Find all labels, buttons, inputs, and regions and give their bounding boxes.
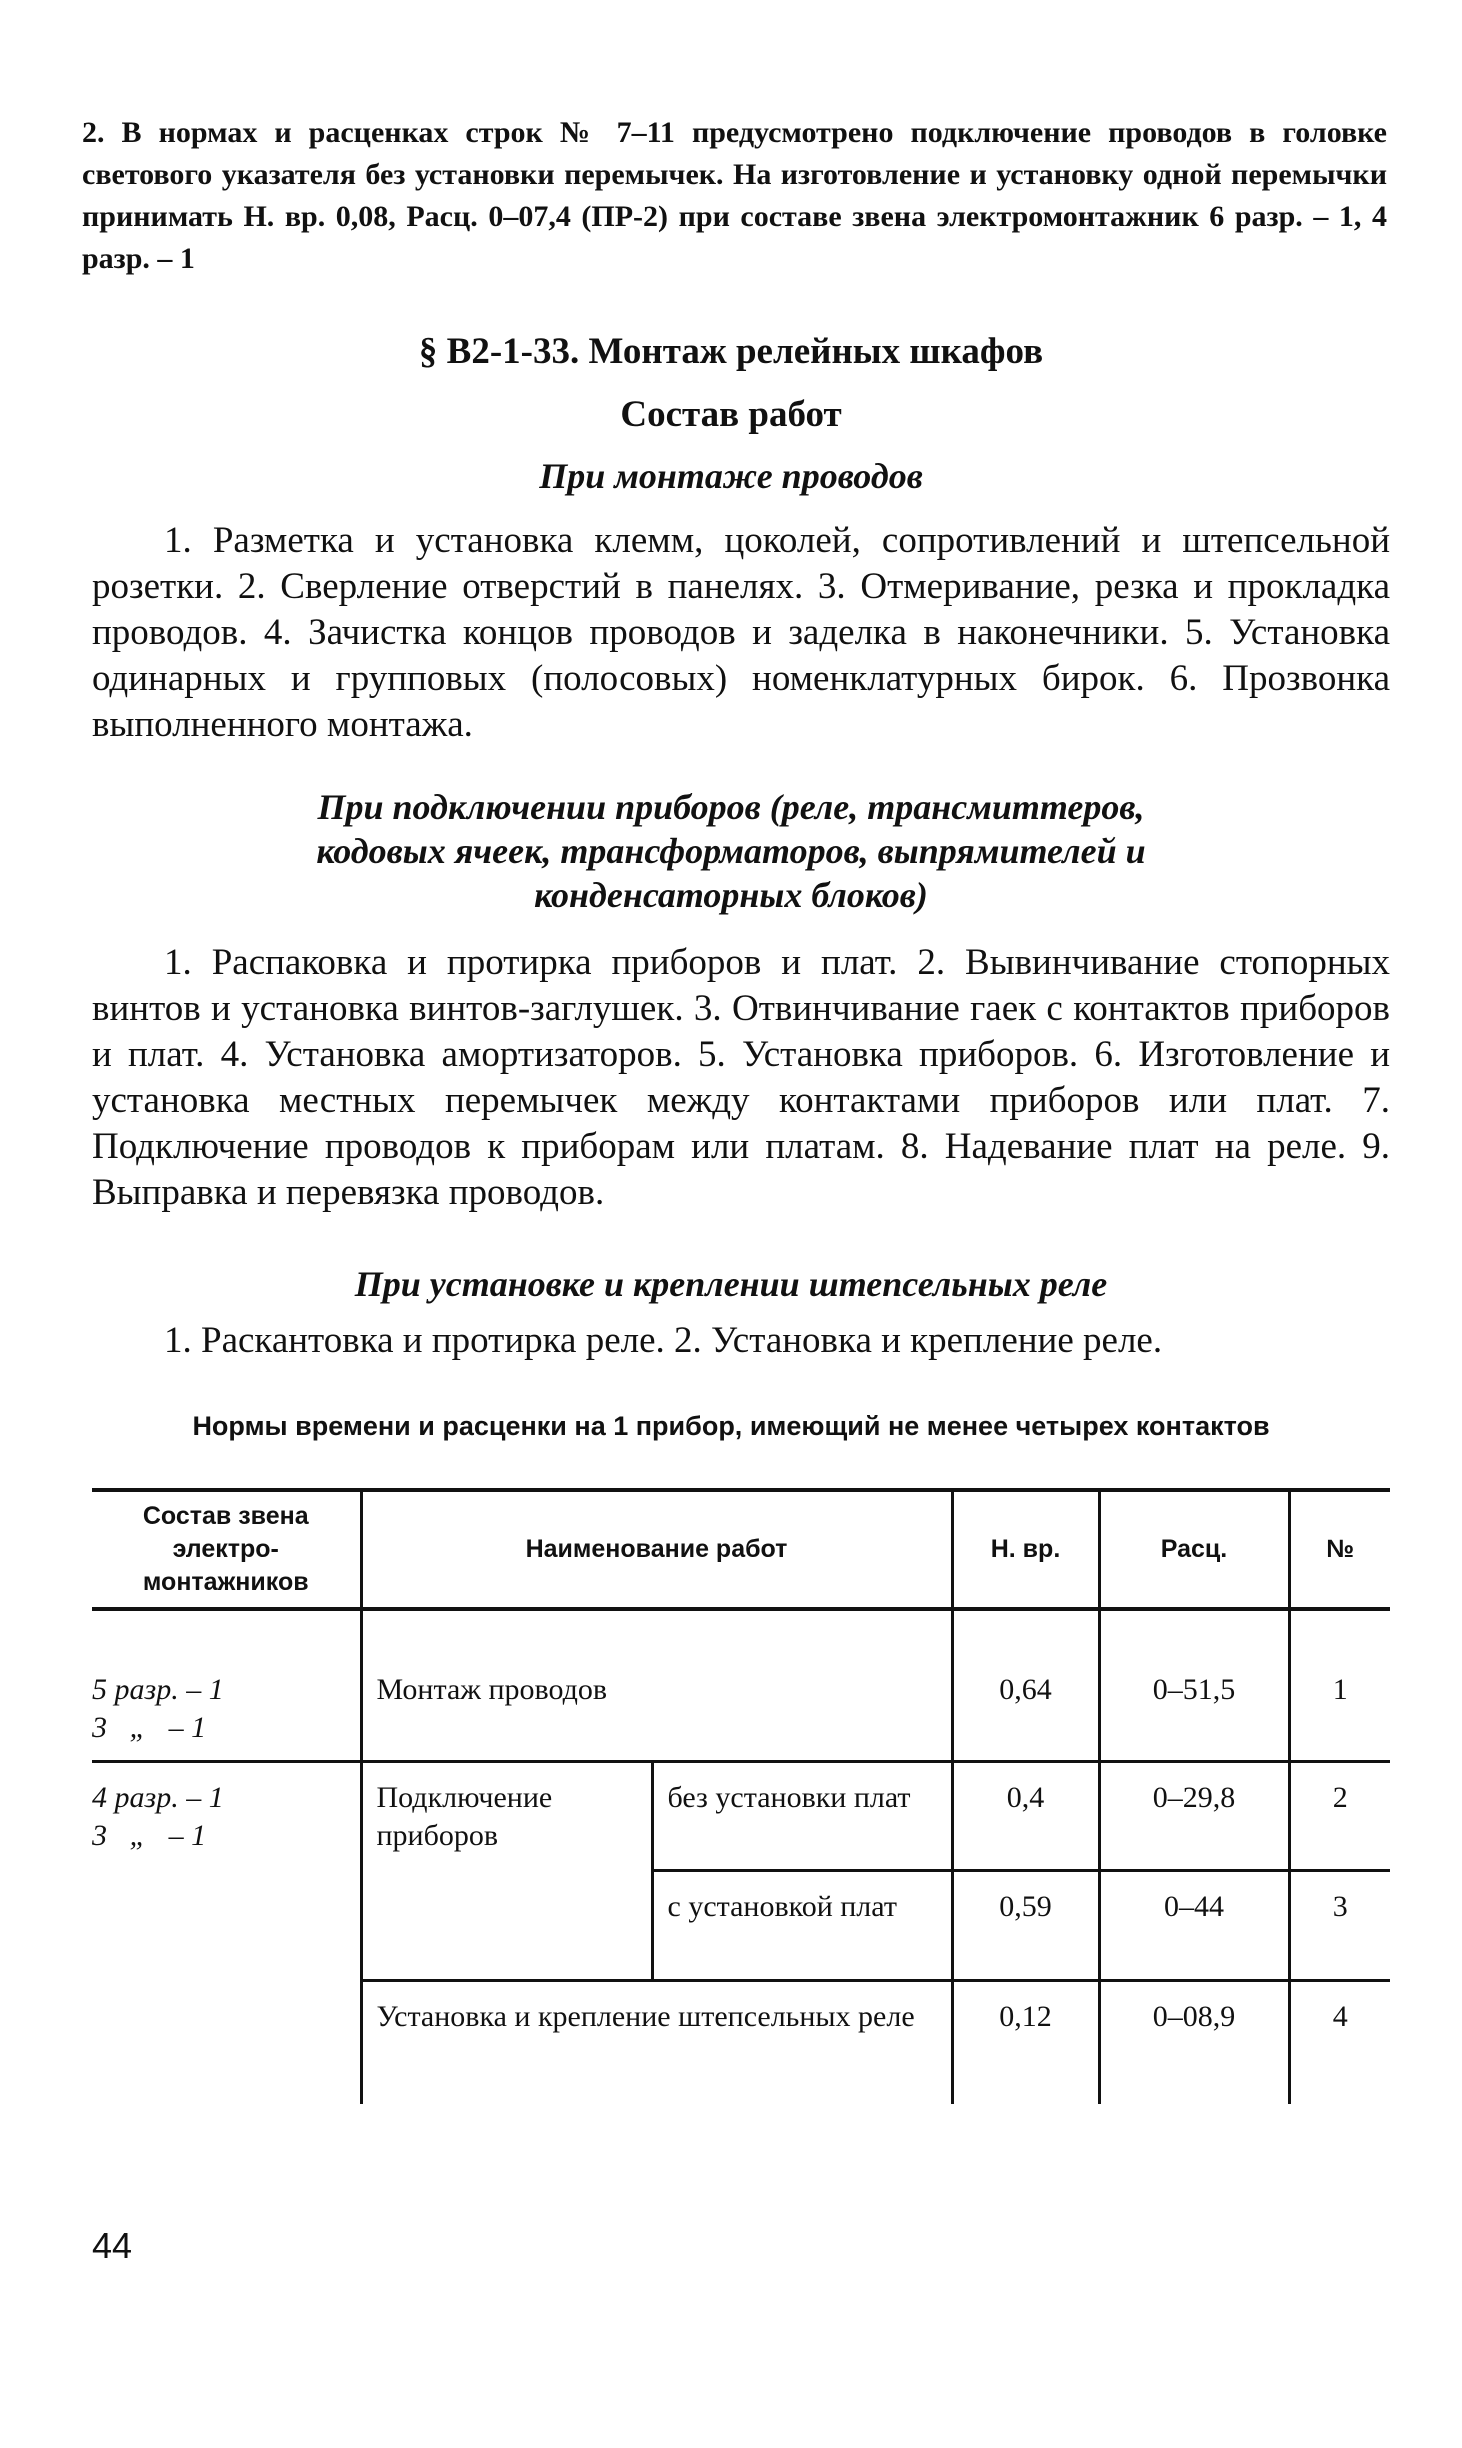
row-1-no: 1 [1289, 1609, 1390, 1761]
row-1-crew: 5 разр. – 1 3 „ – 1 [92, 1609, 361, 1761]
row-2-norm: 0,4 [952, 1761, 1099, 1870]
page-number: 44 [92, 2225, 133, 2266]
row-2-work: Подключение приборов [361, 1761, 652, 1980]
header-rate: Расц. [1099, 1490, 1289, 1609]
table-header-row [92, 1490, 1390, 1609]
row-1-rate: 0–51,5 [1099, 1609, 1289, 1761]
row-4-rate: 0–08,9 [1099, 1980, 1289, 2104]
header-no: № [1289, 1490, 1390, 1609]
table-caption: Нормы времени и расценки на 1 прибор, имеющий не менее четырех контактов [192, 1411, 1270, 1441]
row-2-no: 2 [1289, 1761, 1390, 1870]
subsection-heading-wires: При монтаже проводов [539, 456, 923, 496]
row-4-norm: 0,12 [952, 1980, 1099, 2104]
subsection-text-relays: 1. Раскантовка и протирка реле. 2. Установка и крепление реле. [164, 1320, 1163, 1361]
header-crew: Состав звена электро-монтажников [92, 1490, 361, 1609]
norms-table [92, 1488, 1390, 2104]
subsection-text-devices: 1. Распаковка и протирка приборов и плат. 2. Вывинчивание стопорных винтов и установка винтов-заглушек. 3. Отвинчивание гаек с контактов приборов и плат. 4. Установка амортизаторов. 5. Установка приборов. 6. Изготовление и установка местных перемычек между контактами приборов или плат. 7. Подключение проводов к приборам или платам. 8. Надевание плат на реле. 9. Выправка и перевязка проводов. [92, 942, 1390, 1213]
subsection-heading-devices: При подключении приборов (реле, трансмиттеров, кодовых ячеек, трансформаторов, выпрямителей и конденсаторных блоков) [316, 787, 1146, 915]
row-2-crew: 4 разр. – 1 3 „ – 1 [92, 1761, 361, 1980]
row-4-crew-empty [92, 1980, 361, 2104]
table-row [92, 1980, 1390, 2104]
header-work: Наименование работ [361, 1490, 952, 1609]
section-title: § В2-1-33. Монтаж релейных шкафов [418, 331, 1044, 372]
row-2-sub: без установки плат [652, 1761, 952, 1870]
subsection-text-wires: 1. Разметка и установка клемм, цоколей, сопротивлений и штепсельной розетки. 2. Сверление отверстий в панелях. 3. Отмеривание, резка и прокладка проводов. 4. Зачистка концов проводов и заделка в наконечники. 5. Установка одинарных и групповых (полосовых) номенклатурных бирок. 6. Прозвонка выполненного монтажа. [92, 520, 1390, 745]
row-2-rate: 0–29,8 [1099, 1761, 1289, 1870]
table-row [92, 1609, 1390, 1761]
header-norm: Н. вр. [952, 1490, 1099, 1609]
composition-title: Состав работ [620, 394, 842, 435]
row-1-norm: 0,64 [952, 1609, 1099, 1761]
row-1-work: Монтаж проводов [361, 1609, 952, 1761]
row-4-no: 4 [1289, 1980, 1390, 2104]
row-3-sub: с установкой плат [652, 1870, 952, 1980]
note-paragraph: 2. В нормах и расценках строк № 7–11 предусмотрено подключение проводов в головке светового указателя без установки перемычек. На изготовление и установку одной перемычки принимать Н. вр. 0,08, Расц. 0–07,4 (ПР-2) при составе звена электромонтажник 6 разр. – 1, 4 разр. – 1 [82, 116, 1387, 275]
subsection-heading-relays: При установке и креплении штепсельных реле [354, 1264, 1108, 1304]
table-row [92, 1761, 1390, 1870]
row-3-norm: 0,59 [952, 1870, 1099, 1980]
row-4-work: Установка и крепление штепсельных реле [361, 1980, 952, 2104]
row-3-rate: 0–44 [1099, 1870, 1289, 1980]
row-3-no: 3 [1289, 1870, 1390, 1980]
